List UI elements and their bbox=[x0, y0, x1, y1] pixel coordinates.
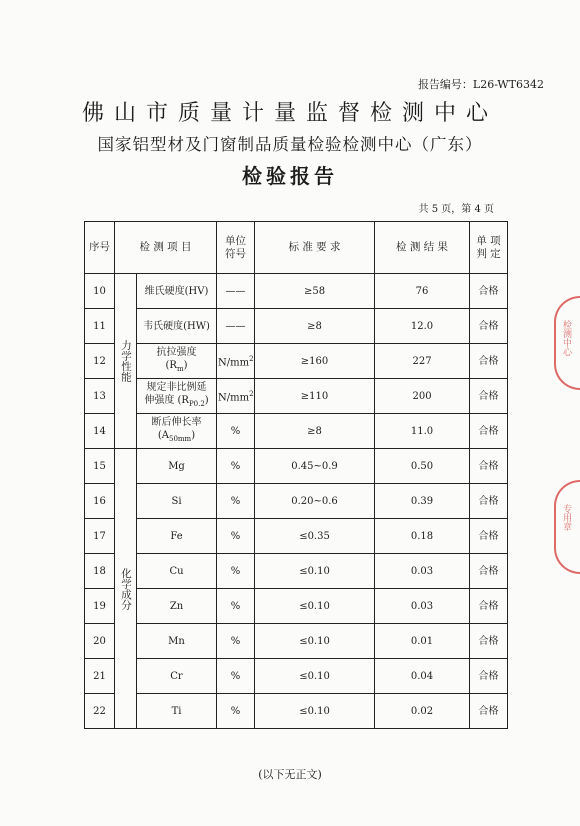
row-no: 22 bbox=[85, 694, 115, 729]
row-unit: % bbox=[217, 484, 255, 519]
org-subtitle: 国家铝型材及门窗制品质量检验检测中心（广东） bbox=[97, 135, 483, 154]
row-requirement: ≤0.10 bbox=[255, 554, 375, 589]
page-info: 共 5 页，第 4 页 bbox=[418, 204, 494, 215]
row-requirement: ≥58 bbox=[255, 274, 375, 309]
row-item: 韦氏硬度(HW) bbox=[137, 309, 217, 344]
row-judgement: 合格 bbox=[470, 344, 508, 379]
header-result: 检 测 结 果 bbox=[375, 222, 470, 274]
table-row bbox=[85, 379, 508, 414]
row-result: 0.02 bbox=[375, 694, 470, 729]
row-result: 0.03 bbox=[375, 554, 470, 589]
row-no: 19 bbox=[85, 589, 115, 624]
row-unit: % bbox=[217, 624, 255, 659]
table-row bbox=[85, 624, 508, 659]
table-row bbox=[85, 484, 508, 519]
row-no: 21 bbox=[85, 659, 115, 694]
row-no: 13 bbox=[85, 379, 115, 414]
seal-stamp-icon: 检测中心 bbox=[554, 296, 580, 390]
row-judgement: 合格 bbox=[470, 414, 508, 449]
row-judgement: 合格 bbox=[470, 659, 508, 694]
row-item: Cr bbox=[137, 659, 217, 694]
row-result: 227 bbox=[375, 344, 470, 379]
row-unit: % bbox=[217, 449, 255, 484]
row-item: Zn bbox=[137, 589, 217, 624]
header-no: 序号 bbox=[85, 222, 115, 274]
row-no: 15 bbox=[85, 449, 115, 484]
table-row bbox=[85, 659, 508, 694]
table-row bbox=[85, 694, 508, 729]
row-judgement: 合格 bbox=[470, 484, 508, 519]
table-row bbox=[85, 589, 508, 624]
row-requirement: ≤0.10 bbox=[255, 624, 375, 659]
header-unit: 单位 符号 bbox=[217, 222, 255, 274]
row-judgement: 合格 bbox=[470, 519, 508, 554]
row-item: Cu bbox=[137, 554, 217, 589]
row-result: 12.0 bbox=[375, 309, 470, 344]
row-result: 0.03 bbox=[375, 589, 470, 624]
row-result: 11.0 bbox=[375, 414, 470, 449]
row-unit: $N/mm^2$ bbox=[217, 379, 255, 414]
row-item: Si bbox=[137, 484, 217, 519]
row-item: Ti bbox=[137, 694, 217, 729]
table-row bbox=[85, 449, 508, 484]
table-row bbox=[85, 344, 508, 379]
row-no: 14 bbox=[85, 414, 115, 449]
row-result: 0.50 bbox=[375, 449, 470, 484]
row-result: 76 bbox=[375, 274, 470, 309]
row-unit: % bbox=[217, 694, 255, 729]
row-no: 16 bbox=[85, 484, 115, 519]
row-judgement: 合格 bbox=[470, 694, 508, 729]
row-unit: $N/mm^2$ bbox=[217, 344, 255, 379]
table-row bbox=[85, 309, 508, 344]
row-item: 规定非比例延 伸强度 $(R_{P0.2})$ bbox=[137, 379, 217, 414]
row-judgement: 合格 bbox=[470, 379, 508, 414]
report-title: 检验报告 bbox=[242, 164, 338, 188]
row-requirement: ≥8 bbox=[255, 309, 375, 344]
seal-stamp-icon: 专用章 bbox=[554, 480, 580, 574]
table-row bbox=[85, 274, 508, 309]
row-unit: —— bbox=[217, 309, 255, 344]
row-no: 18 bbox=[85, 554, 115, 589]
row-requirement: ≤0.10 bbox=[255, 589, 375, 624]
row-no: 17 bbox=[85, 519, 115, 554]
row-no: 20 bbox=[85, 624, 115, 659]
row-unit: % bbox=[217, 414, 255, 449]
row-requirement: ≥110 bbox=[255, 379, 375, 414]
row-no: 10 bbox=[85, 274, 115, 309]
category-chemical: 化学成分 bbox=[115, 449, 137, 729]
row-judgement: 合格 bbox=[470, 309, 508, 344]
row-result: 0.01 bbox=[375, 624, 470, 659]
row-result: 0.04 bbox=[375, 659, 470, 694]
row-judgement: 合格 bbox=[470, 449, 508, 484]
row-unit: % bbox=[217, 519, 255, 554]
table-row bbox=[85, 414, 508, 449]
row-result: 0.39 bbox=[375, 484, 470, 519]
row-requirement: 0.45~0.9 bbox=[255, 449, 375, 484]
row-requirement: ≤0.10 bbox=[255, 659, 375, 694]
row-item: 维氏硬度(HV) bbox=[137, 274, 217, 309]
table-row bbox=[85, 554, 508, 589]
row-unit: % bbox=[217, 554, 255, 589]
row-judgement: 合格 bbox=[470, 589, 508, 624]
row-result: 0.18 bbox=[375, 519, 470, 554]
table-header-row bbox=[85, 222, 508, 274]
report-number: 报告编号：L26-WT6342 bbox=[417, 78, 544, 91]
row-requirement: 0.20~0.6 bbox=[255, 484, 375, 519]
table-row bbox=[85, 519, 508, 554]
row-unit: % bbox=[217, 659, 255, 694]
row-judgement: 合格 bbox=[470, 624, 508, 659]
row-requirement: ≤0.10 bbox=[255, 694, 375, 729]
header-item: 检 测 项 目 bbox=[115, 222, 217, 274]
org-title: 佛山市质量计量监督检测中心 bbox=[81, 101, 498, 126]
row-no: 11 bbox=[85, 309, 115, 344]
header-requirement: 标 准 要 求 bbox=[255, 222, 375, 274]
row-requirement: ≥8 bbox=[255, 414, 375, 449]
row-item: Mg bbox=[137, 449, 217, 484]
row-unit: % bbox=[217, 589, 255, 624]
header-judgement: 单 项 判 定 bbox=[470, 222, 508, 274]
row-item: 抗拉强度 $(R_m)$ bbox=[137, 344, 217, 379]
row-judgement: 合格 bbox=[470, 274, 508, 309]
row-item: Fe bbox=[137, 519, 217, 554]
row-judgement: 合格 bbox=[470, 554, 508, 589]
results-table bbox=[84, 221, 508, 729]
row-item: 断后伸长率 $(A_{50mm})$ bbox=[137, 414, 217, 449]
row-requirement: ≤0.35 bbox=[255, 519, 375, 554]
row-result: 200 bbox=[375, 379, 470, 414]
row-unit: —— bbox=[217, 274, 255, 309]
footer-note: (以下无正文) bbox=[258, 768, 322, 781]
category-mechanical: 力学性能 bbox=[115, 274, 137, 449]
row-item: Mn bbox=[137, 624, 217, 659]
row-requirement: ≥160 bbox=[255, 344, 375, 379]
row-no: 12 bbox=[85, 344, 115, 379]
